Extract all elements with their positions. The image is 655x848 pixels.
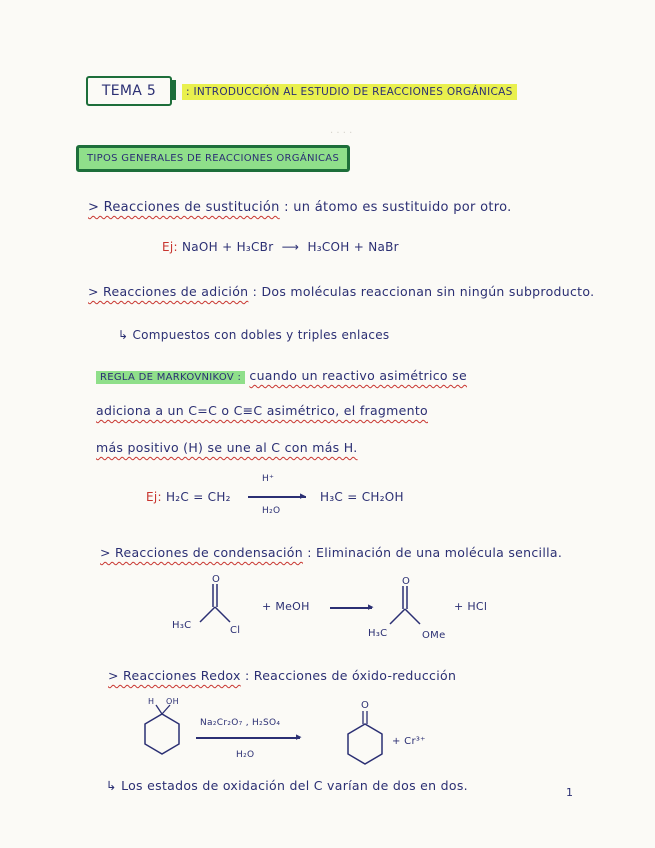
page-title: : INTRODUCCIÓN AL ESTUDIO DE REACCIONES ORGÁNICAS — [182, 84, 517, 100]
arrow-head-icon: ▸ — [300, 489, 306, 502]
markovnikov-text1: cuando un reactivo asimétrico se — [249, 368, 467, 383]
example-prefix: Ej: — [146, 490, 162, 504]
reaction-arrow — [196, 737, 300, 739]
svg-text:O: O — [212, 574, 220, 585]
adicion-row — [88, 284, 594, 299]
hcl: + HCl — [454, 600, 488, 613]
right-methoxy: OMe — [422, 630, 446, 641]
reaction-arrow — [248, 496, 306, 498]
arrow-head-icon: ▸ — [368, 600, 374, 613]
methanol: + MeOH — [262, 600, 310, 613]
section-title: TIPOS GENERALES DE REACCIONES ORGÁNICAS — [76, 145, 350, 172]
sustitucion-label: > Reacciones de sustitución — [88, 200, 280, 215]
cyclo-h: H — [148, 697, 155, 706]
page-number: 1 — [566, 786, 574, 799]
condensacion-structures — [170, 572, 500, 652]
products: H₃COH + NaBr — [307, 240, 399, 254]
bleed-through-text: · · · · — [330, 128, 353, 139]
sustitucion-example — [162, 240, 399, 254]
oxidant: Na₂Cr₂O₇ , H₂SO₄ — [200, 718, 281, 728]
corner-arrow-icon: ↳ — [106, 778, 117, 793]
tema-badge: TEMA 5 — [86, 76, 172, 106]
redox-row — [108, 668, 456, 683]
redox-note — [106, 778, 468, 793]
reaction-arrow — [330, 607, 372, 609]
condensacion-text: : Eliminación de una molécula sencilla. — [307, 545, 563, 560]
adicion-note-text: Compuestos con dobles y triples enlaces — [132, 328, 390, 342]
sustitucion-row — [88, 200, 512, 215]
ketone-oxygen: O — [361, 700, 370, 711]
markovnikov-example — [146, 490, 231, 504]
markovnikov-line2: adiciona a un C=C o C≡C asimétrico, el fragmento — [96, 403, 428, 418]
left-chloride: Cl — [230, 625, 241, 636]
chromium-ion: + Cr³⁺ — [392, 736, 426, 747]
markovnikov-line3: más positivo (H) se une al C con más H. — [96, 440, 358, 455]
reactants: H₂C = CH₂ — [165, 490, 231, 504]
adicion-label: > Reacciones de adición — [88, 284, 249, 299]
condensacion-label: > Reacciones de condensación — [100, 545, 303, 560]
adicion-text: : Dos moléculas reaccionan sin ningún subproducto. — [252, 284, 595, 299]
markovnikov-line1 — [96, 368, 467, 383]
arrow-catalyst: H⁺ — [262, 474, 275, 484]
cyclo-oh: OH — [166, 697, 179, 706]
reaction-arrow: ⟶ — [277, 240, 304, 254]
condensacion-row — [100, 545, 562, 560]
corner-arrow-icon: ↳ — [118, 328, 129, 342]
header-divider — [172, 80, 176, 100]
svg-text:O: O — [402, 576, 410, 587]
right-methyl: H₃C — [368, 628, 388, 639]
redox-text: : Reacciones de óxido-reducción — [244, 668, 457, 683]
sustitucion-text: : un átomo es sustituido por otro. — [284, 200, 512, 215]
redox-label: > Reacciones Redox — [108, 668, 241, 683]
arrow-head-icon: ▸ — [296, 730, 302, 743]
products: H₃C = CH₂OH — [320, 490, 404, 504]
reactants: NaOH + H₃CBr — [181, 240, 274, 254]
markovnikov-label: REGLA DE MARKOVNIKOV : — [96, 371, 245, 384]
arrow-solvent: H₂O — [262, 506, 281, 516]
example-prefix: Ej: — [162, 240, 178, 254]
arrow-solvent: H₂O — [236, 750, 255, 760]
redox-note-text: Los estados de oxidación del C varían de dos en dos. — [121, 778, 468, 793]
left-methyl: H₃C — [172, 620, 192, 631]
adicion-note — [118, 328, 389, 342]
